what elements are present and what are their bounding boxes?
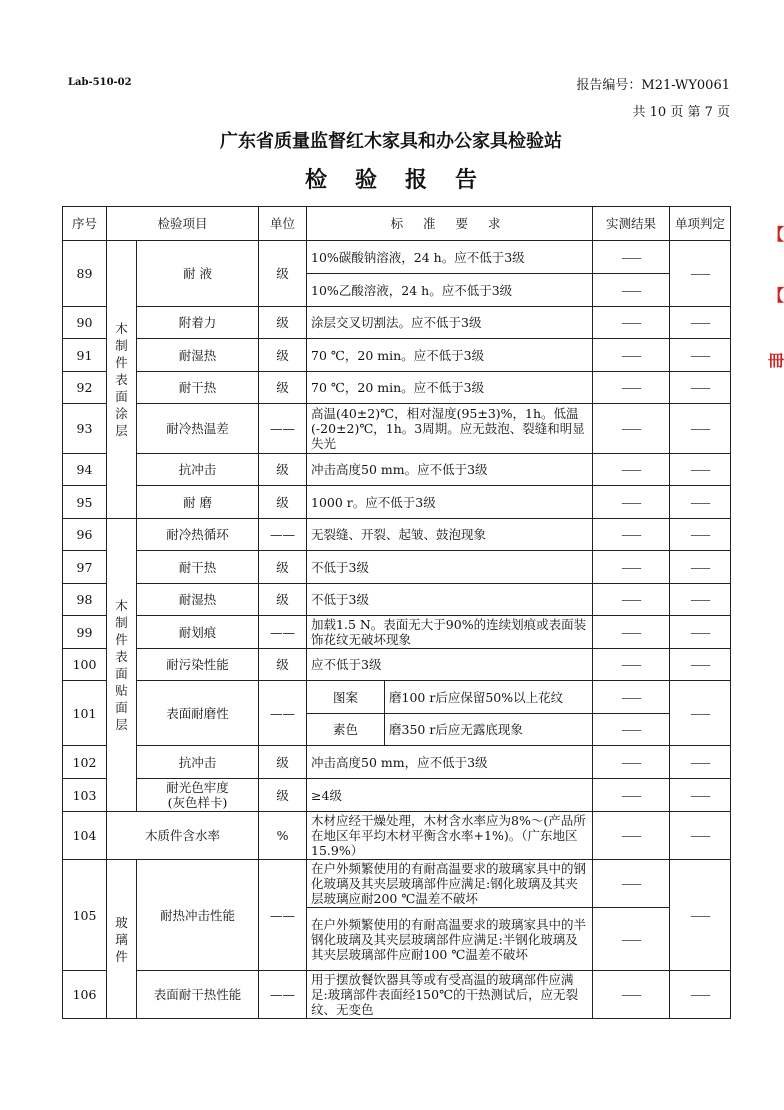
requirement: 加载1.5 N。表面无大于90%的连续划痕或表面装饰花纹无破坏现象 xyxy=(307,616,593,649)
result: ------ xyxy=(593,908,670,971)
judgement: ------ xyxy=(670,812,731,860)
item-name: 耐 液 xyxy=(137,241,259,307)
table-row xyxy=(63,779,731,812)
requirement: 10%碳酸钠溶液，24 h。应不低于3级 xyxy=(307,241,593,274)
row-no: 103 xyxy=(63,779,107,812)
group-label: 玻 璃 件 xyxy=(107,860,137,1019)
unit: —— xyxy=(259,681,307,746)
row-no: 93 xyxy=(63,404,107,454)
result: ------ xyxy=(593,746,670,779)
sub-item: 素色 xyxy=(307,714,385,746)
result: ------ xyxy=(593,971,670,1019)
result: ------ xyxy=(593,372,670,404)
seal-fragment: 【 xyxy=(768,286,784,305)
table-row xyxy=(63,616,731,649)
row-no: 91 xyxy=(63,339,107,372)
judgement: ------ xyxy=(670,860,731,971)
unit: 级 xyxy=(259,779,307,812)
requirement: 在户外频繁使用的有耐高温要求的玻璃家具中的钢化玻璃及其夹层玻璃部件应满足:钢化玻璃及其夹层玻璃应耐200 ℃温差不破坏 xyxy=(307,860,593,908)
sub-item: 图案 xyxy=(307,681,385,714)
unit: —— xyxy=(259,404,307,454)
row-no: 90 xyxy=(63,307,107,339)
result: ------ xyxy=(593,812,670,860)
item-name: 耐冷热温差 xyxy=(137,404,259,454)
result: ------ xyxy=(593,454,670,486)
seal-fragment: 【 xyxy=(768,225,784,244)
result: ------ xyxy=(593,860,670,908)
col-no: 序号 xyxy=(63,207,107,241)
requirement: 磨100 r后应保留50%以上花纹 xyxy=(385,681,593,714)
requirement: 磨350 r后应无露底现象 xyxy=(385,714,593,746)
result: ------ xyxy=(593,241,670,274)
item-name: 耐热冲击性能 xyxy=(137,860,259,971)
requirement: 用于摆放餐饮器具等或有受高温的玻璃部件应满足:玻璃部件表面经150℃的干热测试后，应无裂纹、无变色 xyxy=(307,971,593,1019)
row-no: 94 xyxy=(63,454,107,486)
requirement: 70 ℃，20 min。应不低于3级 xyxy=(307,339,593,372)
col-result: 实测结果 xyxy=(593,207,670,241)
row-no: 96 xyxy=(63,519,107,551)
requirement: ≥4级 xyxy=(307,779,593,812)
unit: 级 xyxy=(259,649,307,681)
unit: % xyxy=(259,812,307,860)
judgement: ------ xyxy=(670,307,731,339)
requirement: 70 ℃，20 min。应不低于3级 xyxy=(307,372,593,404)
result: ------ xyxy=(593,519,670,551)
unit: —— xyxy=(259,519,307,551)
item-name: 抗冲击 xyxy=(137,746,259,779)
judgement: ------ xyxy=(670,584,731,616)
item-name: 表面耐干热性能 xyxy=(137,971,259,1019)
result: ------ xyxy=(593,404,670,454)
result: ------ xyxy=(593,779,670,812)
result: ------ xyxy=(593,616,670,649)
result: ------ xyxy=(593,274,670,307)
table-row xyxy=(63,551,731,584)
item-name: 表面耐磨性 xyxy=(137,681,259,746)
unit: 级 xyxy=(259,454,307,486)
item-name: 耐划痕 xyxy=(137,616,259,649)
col-item: 检验项目 xyxy=(107,207,259,241)
judgement: ------ xyxy=(670,339,731,372)
row-no: 92 xyxy=(63,372,107,404)
judgement: ------ xyxy=(670,519,731,551)
unit: 级 xyxy=(259,307,307,339)
result: ------ xyxy=(593,714,670,746)
item-name: 木质件含水率 xyxy=(107,812,259,860)
row-no: 99 xyxy=(63,616,107,649)
requirement: 冲击高度50 mm，应不低于3级 xyxy=(307,746,593,779)
result: ------ xyxy=(593,339,670,372)
table-row xyxy=(63,372,731,404)
result: ------ xyxy=(593,649,670,681)
organization-name: 广东省质量监督红木家具和办公家具检验站 xyxy=(220,131,562,152)
item-name: 附着力 xyxy=(137,307,259,339)
unit: 级 xyxy=(259,746,307,779)
requirement: 10%乙酸溶液，24 h。应不低于3级 xyxy=(307,274,593,307)
judgement: ------ xyxy=(670,241,731,307)
table-header xyxy=(63,207,731,241)
unit: —— xyxy=(259,971,307,1019)
table-row xyxy=(63,404,731,454)
result: ------ xyxy=(593,486,670,519)
unit: 级 xyxy=(259,584,307,616)
judgement: ------ xyxy=(670,649,731,681)
row-no: 105 xyxy=(63,860,107,971)
judgement: ------ xyxy=(670,616,731,649)
item-name: 耐光色牢度 (灰色样卡) xyxy=(137,779,259,812)
requirement: 无裂缝、开裂、起皱、鼓泡现象 xyxy=(307,519,593,551)
report-title: 检验报告 xyxy=(304,167,505,193)
requirement: 冲击高度50 mm。应不低于3级 xyxy=(307,454,593,486)
requirement: 高温(40±2)℃，相对湿度(95±3)%，1h。低温(-20±2)℃，1h。3周期。应无鼓泡、裂缝和明显失光 xyxy=(307,404,593,454)
item-name: 耐湿热 xyxy=(137,584,259,616)
col-requirement: 标 准 要 求 xyxy=(307,207,593,241)
item-name: 耐干热 xyxy=(137,551,259,584)
unit: 级 xyxy=(259,486,307,519)
unit: —— xyxy=(259,616,307,649)
seal-fragment: 冊 xyxy=(768,351,784,370)
inspection-table xyxy=(62,206,731,1019)
lab-code: Lab-510-02 xyxy=(68,77,132,88)
row-no: 106 xyxy=(63,971,107,1019)
table-row xyxy=(63,454,731,486)
unit: 级 xyxy=(259,551,307,584)
judgement: ------ xyxy=(670,372,731,404)
requirement: 涂层交叉切割法。应不低于3级 xyxy=(307,307,593,339)
item-name: 耐污染性能 xyxy=(137,649,259,681)
unit: 级 xyxy=(259,339,307,372)
judgement: ------ xyxy=(670,551,731,584)
unit: 级 xyxy=(259,372,307,404)
col-judgement: 单项判定 xyxy=(670,207,731,241)
requirement: 木材应经干燥处理，木材含水率应为8%～(产品所在地区年平均木材平衡含水率+1%)。（广东地区15.9%） xyxy=(307,812,593,860)
result: ------ xyxy=(593,681,670,714)
result: ------ xyxy=(593,307,670,339)
row-no: 97 xyxy=(63,551,107,584)
report-number: 报告编号：M21-WY0061 xyxy=(576,78,730,93)
item-name: 抗冲击 xyxy=(137,454,259,486)
result: ------ xyxy=(593,551,670,584)
unit: —— xyxy=(259,860,307,971)
table-row xyxy=(63,339,731,372)
judgement: ------ xyxy=(670,681,731,746)
table-row xyxy=(63,649,731,681)
table-row xyxy=(63,812,731,860)
group-label: 木 制 件 表 面 贴 面 层 xyxy=(107,519,137,812)
group-label: 木 制 件 表 面 涂 层 xyxy=(107,241,137,519)
item-name: 耐冷热循环 xyxy=(137,519,259,551)
item-name: 耐干热 xyxy=(137,372,259,404)
judgement: ------ xyxy=(670,779,731,812)
table-row xyxy=(63,519,731,551)
item-name: 耐湿热 xyxy=(137,339,259,372)
judgement: ------ xyxy=(670,454,731,486)
table-row xyxy=(63,584,731,616)
table-row xyxy=(63,307,731,339)
col-unit: 单位 xyxy=(259,207,307,241)
row-no: 100 xyxy=(63,649,107,681)
row-no: 101 xyxy=(63,681,107,746)
unit: 级 xyxy=(259,241,307,307)
judgement: ------ xyxy=(670,746,731,779)
item-name: 耐 磨 xyxy=(137,486,259,519)
result: ------ xyxy=(593,584,670,616)
table-row xyxy=(63,681,731,714)
row-no: 102 xyxy=(63,746,107,779)
row-no: 98 xyxy=(63,584,107,616)
requirement: 不低于3级 xyxy=(307,551,593,584)
page-count: 共 10 页 第 7 页 xyxy=(632,105,730,120)
requirement: 应不低于3级 xyxy=(307,649,593,681)
table-row xyxy=(63,241,731,274)
row-no: 95 xyxy=(63,486,107,519)
row-no: 89 xyxy=(63,241,107,307)
table-row xyxy=(63,486,731,519)
table-row xyxy=(63,860,731,908)
judgement: ------ xyxy=(670,404,731,454)
table-row xyxy=(63,746,731,779)
judgement: ------ xyxy=(670,971,731,1019)
requirement: 不低于3级 xyxy=(307,584,593,616)
row-no: 104 xyxy=(63,812,107,860)
requirement: 在户外频繁使用的有耐高温要求的玻璃家具中的半钢化玻璃及其夹层玻璃部件应满足:半钢化玻璃及其夹层玻璃部件应耐100 ℃温差不破坏 xyxy=(307,908,593,971)
judgement: ------ xyxy=(670,486,731,519)
requirement: 1000 r。应不低于3级 xyxy=(307,486,593,519)
table-row xyxy=(63,971,731,1019)
